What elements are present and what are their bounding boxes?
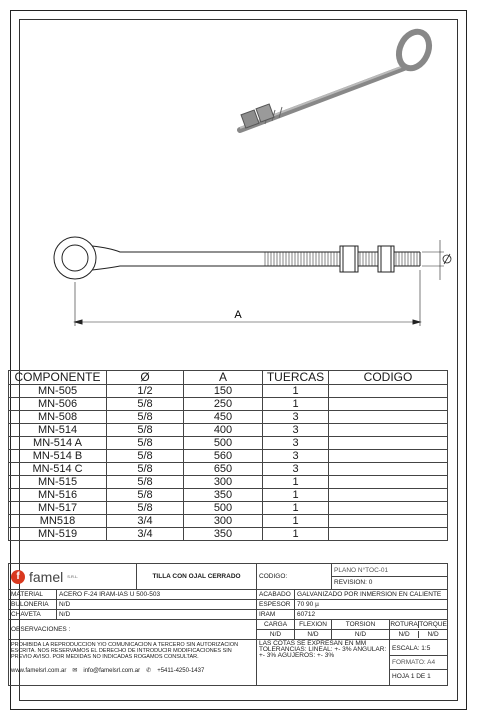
cell-codigo (329, 515, 448, 528)
website-link[interactable]: www.famelsrl.com.ar (11, 667, 67, 674)
cell-a: 500 (184, 502, 263, 515)
table-row (9, 502, 448, 515)
eye-outer (54, 237, 96, 279)
header-a: A (184, 371, 263, 385)
cell-diameter: 5/8 (107, 411, 184, 424)
cell-codigo (329, 502, 448, 515)
iram-label: IRAM (257, 610, 295, 620)
espesor-label: ESPESOR (257, 600, 295, 610)
cell-diameter: 5/8 (107, 424, 184, 437)
cell-codigo (329, 476, 448, 489)
prop-flexion: FLEXION (295, 620, 332, 630)
cell-a: 250 (184, 398, 263, 411)
brand-name: famel (29, 568, 64, 585)
table-row (9, 437, 448, 450)
acabado-label: ACABADO (257, 590, 295, 600)
cell-diameter: 5/8 (107, 398, 184, 411)
phone-number: +5411-4250-1437 (157, 667, 205, 674)
cell-componente: MN-508 (9, 411, 107, 424)
email-icon: ✉ (72, 668, 78, 674)
table-row (9, 489, 448, 502)
cell-componente: MN-514 A (9, 437, 107, 450)
cell-componente: MN-515 (9, 476, 107, 489)
cell-diameter: 5/8 (107, 489, 184, 502)
famel-logo-icon: f (11, 570, 25, 584)
cell-a: 450 (184, 411, 263, 424)
table-row (9, 398, 448, 411)
table-row (9, 411, 448, 424)
email-link[interactable]: info@famelsrl.com.ar (83, 667, 141, 674)
espesor-value: 70 90 µ (295, 600, 448, 610)
iram-value: 60712 (295, 610, 448, 620)
prop-rotura: ROTURA (390, 621, 418, 628)
cell-tuercas: 3 (263, 437, 329, 450)
cell-a: 560 (184, 450, 263, 463)
cell-tuercas: 3 (263, 450, 329, 463)
escala: ESCALA: 1:5 (390, 642, 447, 656)
cell-codigo (329, 411, 448, 424)
cell-tuercas: 1 (263, 385, 329, 398)
cell-componente: MN-514 C (9, 463, 107, 476)
table-header-row (9, 371, 448, 385)
cell-a: 300 (184, 476, 263, 489)
front-view (54, 237, 451, 326)
table-row (9, 450, 448, 463)
cell-tuercas: 3 (263, 411, 329, 424)
cell-diameter: 5/8 (107, 450, 184, 463)
buloneria-label: BULONERIA (9, 600, 57, 610)
cell-componente: MN-506 (9, 398, 107, 411)
table-row (9, 463, 448, 476)
value-rotura: N/D (390, 631, 419, 638)
cell-a: 150 (184, 385, 263, 398)
cell-componente: MN-519 (9, 528, 107, 541)
table-row (9, 528, 448, 541)
component-table (8, 370, 448, 541)
cell-diameter: 5/8 (107, 463, 184, 476)
drawing-title: TILLA CON OJAL CERRADO (137, 564, 257, 590)
header-componente: COMPONENTE (9, 371, 107, 385)
brand-suffix: S.R.L. (67, 574, 79, 579)
chaveta-label: CHAVETA (9, 610, 57, 620)
material-label: MATERIAL (9, 590, 57, 600)
table-row (9, 424, 448, 437)
plano-number: PLANO N°TOC-01 (332, 565, 447, 577)
acabado-value: GALVANIZADO POR INMERSION EN CALIENTE (295, 590, 448, 600)
cell-codigo (329, 385, 448, 398)
title-block-table (8, 563, 448, 686)
cell-tuercas: 1 (263, 398, 329, 411)
cell-diameter: 5/8 (107, 437, 184, 450)
brand-cell (9, 564, 137, 590)
title-block (8, 563, 447, 702)
nut-front-2 (378, 246, 394, 272)
cell-codigo (329, 424, 448, 437)
cell-diameter: 3/4 (107, 528, 184, 541)
header-codigo: CODIGO (329, 371, 448, 385)
eye-loop-3d (393, 27, 434, 73)
cell-tuercas: 1 (263, 476, 329, 489)
cell-tuercas: 1 (263, 515, 329, 528)
cell-componente: MN518 (9, 515, 107, 528)
codigo-label: CODIGO: (257, 564, 332, 590)
cell-componente: MN-516 (9, 489, 107, 502)
eye-inner (62, 245, 88, 271)
value-torsion: N/D (332, 630, 390, 640)
value-torque: N/D (427, 631, 439, 638)
cell-a: 400 (184, 424, 263, 437)
table-row (9, 515, 448, 528)
cell-componente: MN-505 (9, 385, 107, 398)
table-row (9, 385, 448, 398)
observaciones: OBSERVACIONES : (9, 620, 257, 640)
cell-diameter: 3/4 (107, 515, 184, 528)
isometric-rod-view (240, 27, 435, 130)
phone-icon: ✆ (146, 668, 152, 674)
hoja: HOJA 1 DE 1 (392, 673, 431, 680)
cell-diameter: 5/8 (107, 476, 184, 489)
cell-a: 300 (184, 515, 263, 528)
revision: REVISION: 0 (334, 579, 373, 586)
formato: FORMATO: A4 (390, 656, 447, 670)
cell-a: 650 (184, 463, 263, 476)
value-flexion: N/D (295, 630, 332, 640)
cell-codigo (329, 437, 448, 450)
cell-tuercas: 3 (263, 463, 329, 476)
cell-componente: MN-514 (9, 424, 107, 437)
cell-a: 350 (184, 489, 263, 502)
cell-codigo (329, 528, 448, 541)
tolerances: LAS COTAS SE EXPRESAN EN MM TOLERANCIAS: LINEAL: +- 3% ANGULAR: +- 3% AGUJEROS: +- 3% (257, 640, 390, 686)
cell-codigo (329, 463, 448, 476)
buloneria-value: N/D (57, 600, 257, 610)
chaveta-value: N/D (57, 610, 257, 620)
material-value: ACERO F-24 IRAM-IAS U 500-503 (57, 590, 257, 600)
cell-diameter: 1/2 (107, 385, 184, 398)
cell-codigo (329, 450, 448, 463)
prop-carga: CARGA (257, 620, 295, 630)
cell-tuercas: 1 (263, 502, 329, 515)
cell-componente: MN-514 B (9, 450, 107, 463)
cell-diameter: 5/8 (107, 502, 184, 515)
table-row (9, 476, 448, 489)
prop-torsion: TORSION (332, 620, 390, 630)
dimension-a-label: A (234, 309, 242, 321)
cell-tuercas: 3 (263, 424, 329, 437)
cell-codigo (329, 489, 448, 502)
cell-codigo (329, 398, 448, 411)
legal-notice: PROHIBIDA LA REPRODUCCION Y/O COMUNICACION A TERCERO SIN AUTORIZACION ESCRITA. NOS RESERVAMOS EL DERECHO DE INTRODUCIR MODIFICACIONES SIN PREVIO AVISO. POR MEDIDAS NO INDICADAS ROGAMOS CONSULTAR. (11, 642, 239, 660)
value-carga: N/D (257, 630, 295, 640)
header-diameter: Ø (107, 371, 184, 385)
cell-tuercas: 1 (263, 528, 329, 541)
cell-tuercas: 1 (263, 489, 329, 502)
cell-a: 350 (184, 528, 263, 541)
header-tuercas: TUERCAS (263, 371, 329, 385)
cell-componente: MN-517 (9, 502, 107, 515)
cell-a: 500 (184, 437, 263, 450)
prop-torque: TORQUE (419, 621, 447, 628)
